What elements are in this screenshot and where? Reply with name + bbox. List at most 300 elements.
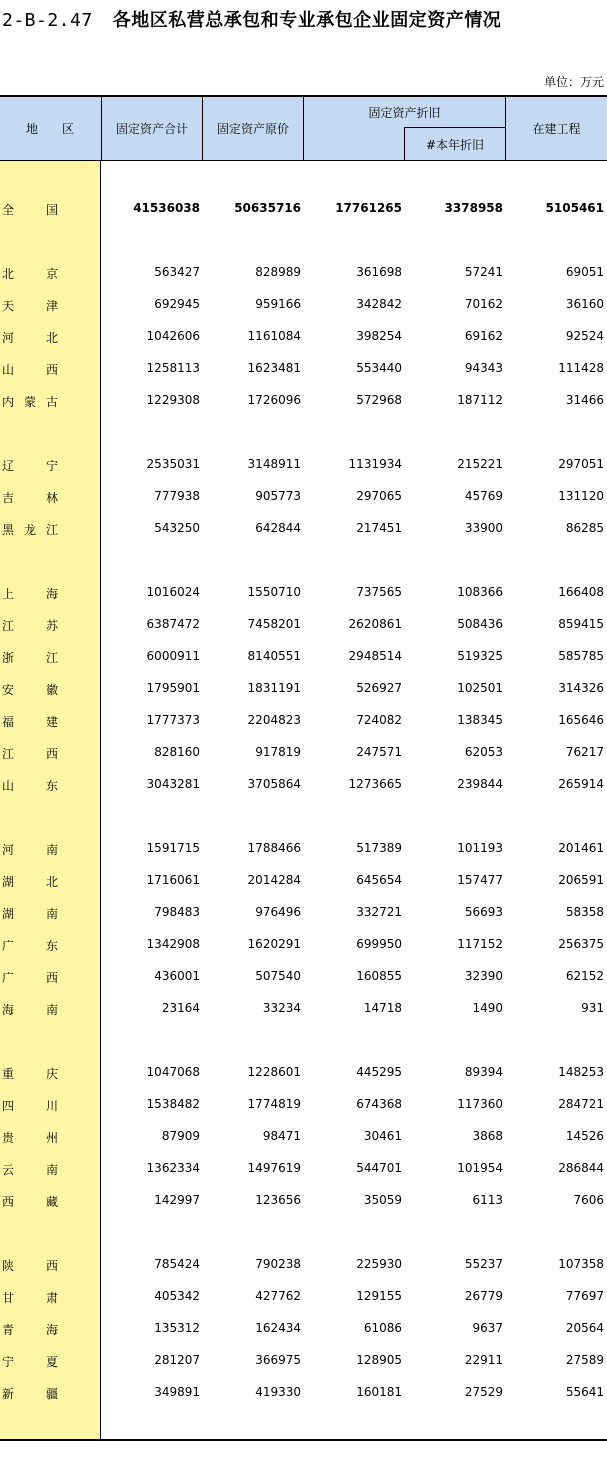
current-year-depreciation-cell: 117360: [457, 1097, 503, 1111]
original-value-cell: 123656: [255, 1193, 301, 1207]
original-value-cell: 1788466: [247, 841, 301, 855]
in-construction-cell: 27589: [565, 1353, 604, 1367]
original-value-cell: 1228601: [247, 1065, 301, 1079]
original-value-cell: 162434: [255, 1321, 301, 1335]
total-assets-cell: 1362334: [146, 1161, 200, 1175]
original-value-cell: 50635716: [234, 201, 301, 215]
region-name: [2, 649, 58, 666]
original-value-cell: 1620291: [247, 937, 301, 951]
current-year-depreciation-cell: 9637: [472, 1321, 503, 1335]
region-name-char: 江: [45, 523, 58, 537]
table-row: [0, 519, 607, 539]
table-row: [0, 647, 607, 667]
current-year-depreciation-cell: 69162: [464, 329, 503, 343]
original-value-cell: 1623481: [247, 361, 301, 375]
in-construction-cell: 58358: [565, 905, 604, 919]
in-construction-cell: 14526: [565, 1129, 604, 1143]
original-value-cell: 507540: [255, 969, 301, 983]
table-row: [0, 263, 607, 283]
current-year-depreciation-cell: 26779: [464, 1289, 503, 1303]
region-name-char: 山: [2, 363, 15, 377]
depreciation-cell: 572968: [356, 393, 402, 407]
in-construction-cell: 314326: [558, 681, 604, 695]
in-construction-cell: 92524: [565, 329, 604, 343]
region-name-char: 河: [2, 843, 15, 857]
region-name-char: 夏: [45, 1355, 58, 1369]
region-name: [2, 713, 58, 730]
region-name: [2, 489, 58, 506]
depreciation-cell: 217451: [356, 521, 402, 535]
table-row: [0, 1319, 607, 1339]
region-name-char: 贵: [2, 1131, 15, 1145]
current-year-depreciation-cell: 3378958: [444, 201, 503, 215]
region-name-char: 广: [2, 971, 15, 985]
current-year-depreciation-cell: 138345: [457, 713, 503, 727]
current-year-depreciation-cell: 3868: [472, 1129, 503, 1143]
depreciation-cell: 129155: [356, 1289, 402, 1303]
current-year-depreciation-cell: 27529: [464, 1385, 503, 1399]
table-row: [0, 679, 607, 699]
region-name-char: 湖: [2, 875, 15, 889]
depreciation-cell: 645654: [356, 873, 402, 887]
total-assets-cell: 1538482: [146, 1097, 200, 1111]
depreciation-cell: 128905: [356, 1353, 402, 1367]
region-name: [2, 905, 58, 922]
table-row: [0, 711, 607, 731]
table-row: [0, 295, 607, 315]
region-name-char: 上: [2, 587, 15, 601]
region-name-char: 新: [2, 1387, 15, 1401]
region-name: [2, 393, 58, 410]
depreciation-cell: 1131934: [348, 457, 402, 471]
region-name-char: 庆: [45, 1067, 58, 1081]
region-name-char: 藏: [45, 1195, 58, 1209]
region-name-char: 湖: [2, 907, 15, 921]
region-name-char: 东: [45, 939, 58, 953]
current-year-depreciation-cell: 187112: [457, 393, 503, 407]
region-name-char: 建: [45, 715, 58, 729]
region-name-char: 肃: [45, 1291, 58, 1305]
table-row: [0, 487, 607, 507]
region-name-char: 海: [45, 587, 58, 601]
current-year-depreciation-cell: 89394: [464, 1065, 503, 1079]
in-construction-cell: 111428: [558, 361, 604, 375]
depreciation-cell: 297065: [356, 489, 402, 503]
table-row: [0, 871, 607, 891]
header-in-construction: 在建工程: [532, 122, 581, 136]
region-name: [2, 681, 58, 698]
current-year-depreciation-cell: 70162: [464, 297, 503, 311]
depreciation-cell: 247571: [356, 745, 402, 759]
current-year-depreciation-cell: 45769: [464, 489, 503, 503]
table-title: 各地区私营总承包和专业承包企业固定资产情况: [112, 10, 502, 31]
depreciation-cell: 17761265: [335, 201, 402, 215]
total-assets-cell: 436001: [154, 969, 200, 983]
depreciation-cell: 160855: [356, 969, 402, 983]
header-depreciation: 固定资产折旧: [368, 105, 441, 120]
in-construction-cell: 265914: [558, 777, 604, 791]
original-value-cell: 976496: [255, 905, 301, 919]
total-assets-cell: 692945: [154, 297, 200, 311]
table-row: [0, 839, 607, 859]
total-assets-cell: 543250: [154, 521, 200, 535]
total-assets-cell: 349891: [154, 1385, 200, 1399]
region-name-char: 广: [2, 939, 15, 953]
in-construction-cell: 77697: [565, 1289, 604, 1303]
current-year-depreciation-cell: 6113: [472, 1193, 503, 1207]
table-row: [0, 455, 607, 475]
total-assets-cell: 563427: [154, 265, 200, 279]
total-assets-cell: 1016024: [146, 585, 200, 599]
total-assets-cell: 1229308: [146, 393, 200, 407]
region-name-char: 云: [2, 1163, 15, 1177]
table-row: [0, 1191, 607, 1211]
in-construction-cell: 931: [581, 1001, 604, 1015]
current-year-depreciation-cell: 101954: [457, 1161, 503, 1175]
region-name-char: 苏: [45, 619, 58, 633]
region-name: [2, 1257, 58, 1274]
region-name-char: 西: [45, 747, 58, 761]
region-name-char: 龙: [23, 523, 36, 537]
region-name: [2, 1065, 58, 1082]
table-row: [0, 903, 607, 923]
region-name: [2, 745, 58, 762]
region-name: [2, 969, 58, 986]
current-year-depreciation-cell: 1490: [472, 1001, 503, 1015]
in-construction-cell: 201461: [558, 841, 604, 855]
in-construction-cell: 297051: [558, 457, 604, 471]
total-assets-cell: 1342908: [146, 937, 200, 951]
original-value-cell: 959166: [255, 297, 301, 311]
depreciation-cell: 699950: [356, 937, 402, 951]
total-assets-cell: 1591715: [146, 841, 200, 855]
original-value-cell: 427762: [255, 1289, 301, 1303]
region-name-char: 蒙: [23, 395, 36, 409]
depreciation-cell: 225930: [356, 1257, 402, 1271]
original-value-cell: 1726096: [247, 393, 301, 407]
total-assets-cell: 1795901: [146, 681, 200, 695]
total-assets-cell: 798483: [154, 905, 200, 919]
region-name-char: 津: [45, 299, 58, 313]
total-assets-cell: 785424: [154, 1257, 200, 1271]
current-year-depreciation-cell: 101193: [457, 841, 503, 855]
region-name: [2, 585, 58, 602]
in-construction-cell: 859415: [558, 617, 604, 631]
total-assets-cell: 1777373: [146, 713, 200, 727]
table-row: [0, 391, 607, 411]
depreciation-cell: 361698: [356, 265, 402, 279]
region-name: [2, 521, 58, 538]
in-construction-cell: 69051: [565, 265, 604, 279]
table-row: [0, 1127, 607, 1147]
table-row: [0, 199, 607, 219]
original-value-cell: 790238: [255, 1257, 301, 1271]
depreciation-cell: 332721: [356, 905, 402, 919]
region-name-char: 甘: [2, 1291, 15, 1305]
table-row: [0, 359, 607, 379]
region-name-char: 西: [45, 363, 58, 377]
total-assets-cell: 777938: [154, 489, 200, 503]
region-name-char: 南: [45, 843, 58, 857]
region-name-char: 疆: [45, 1387, 58, 1401]
region-name-char: 州: [45, 1131, 58, 1145]
region-name-char: 安: [2, 683, 15, 697]
header-divider: [404, 127, 405, 160]
region-name: [2, 1161, 58, 1178]
current-year-depreciation-cell: 519325: [457, 649, 503, 663]
region-name-char: 东: [45, 779, 58, 793]
region-name: [2, 1129, 58, 1146]
total-assets-cell: 142997: [154, 1193, 200, 1207]
region-name-char: 黑: [2, 523, 15, 537]
region-name-char: 青: [2, 1323, 15, 1337]
original-value-cell: 1831191: [247, 681, 301, 695]
total-assets-cell: 2535031: [146, 457, 200, 471]
region-name-char: 天: [2, 299, 15, 313]
region-name-char: 国: [45, 203, 58, 217]
region-name: [2, 329, 58, 346]
current-year-depreciation-cell: 57241: [464, 265, 503, 279]
header-current-year-depreciation: #本年折旧: [425, 137, 485, 152]
current-year-depreciation-cell: 215221: [457, 457, 503, 471]
total-assets-cell: 405342: [154, 1289, 200, 1303]
region-name: [2, 617, 58, 634]
current-year-depreciation-cell: 102501: [457, 681, 503, 695]
total-assets-cell: 23164: [161, 1001, 200, 1015]
total-assets-cell: 1047068: [146, 1065, 200, 1079]
original-value-cell: 8140551: [247, 649, 301, 663]
region-name: [2, 1097, 58, 1114]
region-name-char: 川: [45, 1099, 58, 1113]
original-value-cell: 419330: [255, 1385, 301, 1399]
region-name: [2, 1001, 58, 1018]
region-name-char: 北: [2, 267, 15, 281]
original-value-cell: 917819: [255, 745, 301, 759]
original-value-cell: 3705864: [247, 777, 301, 791]
depreciation-cell: 35059: [363, 1193, 402, 1207]
region-name-char: 林: [45, 491, 58, 505]
region-name: [2, 1353, 58, 1370]
table-row: [0, 935, 607, 955]
region-name-char: 内: [2, 395, 15, 409]
original-value-cell: 642844: [255, 521, 301, 535]
table-row: [0, 743, 607, 763]
depreciation-cell: 674368: [356, 1097, 402, 1111]
table-row: [0, 967, 607, 987]
total-assets-cell: 6387472: [146, 617, 200, 631]
in-construction-cell: 62152: [565, 969, 604, 983]
region-name: [2, 1193, 58, 1210]
total-assets-cell: 6000911: [146, 649, 200, 663]
header-region: 地 区: [25, 122, 74, 136]
region-name-char: 北: [45, 875, 58, 889]
current-year-depreciation-cell: 94343: [464, 361, 503, 375]
depreciation-cell: 160181: [356, 1385, 402, 1399]
table-row: [0, 1351, 607, 1371]
region-name-char: 重: [2, 1067, 15, 1081]
original-value-cell: 33234: [262, 1001, 301, 1015]
current-year-depreciation-cell: 62053: [464, 745, 503, 759]
in-construction-cell: 7606: [573, 1193, 604, 1207]
region-name-char: 古: [45, 395, 58, 409]
region-name-char: 宁: [45, 459, 58, 473]
header-original-value: 固定资产原价: [216, 122, 289, 136]
region-name-char: 西: [45, 971, 58, 985]
in-construction-cell: 585785: [558, 649, 604, 663]
region-name-char: 南: [45, 1163, 58, 1177]
table-row: [0, 1095, 607, 1115]
depreciation-cell: 2620861: [348, 617, 402, 631]
current-year-depreciation-cell: 508436: [457, 617, 503, 631]
table-row: [0, 1287, 607, 1307]
region-name: [2, 841, 58, 858]
header-sub-rule: [405, 127, 505, 128]
depreciation-cell: 61086: [363, 1321, 402, 1335]
in-construction-cell: 256375: [558, 937, 604, 951]
region-name-char: 山: [2, 779, 15, 793]
bottom-rule: [0, 1439, 607, 1441]
region-name-char: 辽: [2, 459, 15, 473]
table-row: [0, 615, 607, 635]
in-construction-cell: 76217: [565, 745, 604, 759]
region-name: [2, 297, 58, 314]
original-value-cell: 1550710: [247, 585, 301, 599]
region-name-char: 南: [45, 907, 58, 921]
region-name: [2, 201, 58, 218]
in-construction-cell: 131120: [558, 489, 604, 503]
in-construction-cell: 31466: [565, 393, 604, 407]
in-construction-cell: 86285: [565, 521, 604, 535]
current-year-depreciation-cell: 33900: [464, 521, 503, 535]
table-row: [0, 1383, 607, 1403]
depreciation-cell: 2948514: [348, 649, 402, 663]
region-name-char: 京: [45, 267, 58, 281]
region-name-char: 四: [2, 1099, 15, 1113]
region-name-char: 西: [2, 1195, 15, 1209]
table-row: [0, 775, 607, 795]
original-value-cell: 7458201: [247, 617, 301, 631]
region-name: [2, 1321, 58, 1338]
region-name-char: 陕: [2, 1259, 15, 1273]
current-year-depreciation-cell: 22911: [464, 1353, 503, 1367]
in-construction-cell: 286844: [558, 1161, 604, 1175]
current-year-depreciation-cell: 32390: [464, 969, 503, 983]
header-divider: [101, 97, 102, 160]
in-construction-cell: 284721: [558, 1097, 604, 1111]
region-name-char: 江: [2, 747, 15, 761]
depreciation-cell: 526927: [356, 681, 402, 695]
total-assets-cell: 3043281: [146, 777, 200, 791]
in-construction-cell: 36160: [565, 297, 604, 311]
total-assets-cell: 87909: [161, 1129, 200, 1143]
current-year-depreciation-cell: 157477: [457, 873, 503, 887]
table-row: [0, 327, 607, 347]
original-value-cell: 98471: [262, 1129, 301, 1143]
depreciation-cell: 30461: [363, 1129, 402, 1143]
region-name-char: 福: [2, 715, 15, 729]
total-assets-cell: 135312: [154, 1321, 200, 1335]
region-name-char: 江: [2, 619, 15, 633]
total-assets-cell: 1258113: [146, 361, 200, 375]
depreciation-cell: 553440: [356, 361, 402, 375]
original-value-cell: 3148911: [247, 457, 301, 471]
table-row: [0, 1063, 607, 1083]
header-divider: [303, 97, 304, 160]
in-construction-cell: 206591: [558, 873, 604, 887]
in-construction-cell: 5105461: [545, 201, 604, 215]
original-value-cell: 905773: [255, 489, 301, 503]
total-assets-cell: 1716061: [146, 873, 200, 887]
table-number: 2-B-2.47: [2, 10, 93, 31]
in-construction-cell: 55641: [565, 1385, 604, 1399]
original-value-cell: 366975: [255, 1353, 301, 1367]
depreciation-cell: 342842: [356, 297, 402, 311]
region-name-char: 全: [2, 203, 15, 217]
current-year-depreciation-cell: 55237: [464, 1257, 503, 1271]
original-value-cell: 1497619: [247, 1161, 301, 1175]
header-divider: [202, 97, 203, 160]
table-row: [0, 1255, 607, 1275]
region-name: [2, 1385, 58, 1402]
region-name: [2, 361, 58, 378]
region-name-char: 海: [2, 1003, 15, 1017]
header-total-assets: 固定资产合计: [115, 122, 188, 136]
region-name-char: 河: [2, 331, 15, 345]
region-name-char: 江: [45, 651, 58, 665]
region-name: [2, 777, 58, 794]
region-name-char: 北: [45, 331, 58, 345]
total-assets-cell: 41536038: [133, 201, 200, 215]
region-name-char: 浙: [2, 651, 15, 665]
current-year-depreciation-cell: 108366: [457, 585, 503, 599]
region-column: [0, 161, 101, 1439]
in-construction-cell: 107358: [558, 1257, 604, 1271]
original-value-cell: 828989: [255, 265, 301, 279]
region-name: [2, 873, 58, 890]
original-value-cell: 2204823: [247, 713, 301, 727]
in-construction-cell: 166408: [558, 585, 604, 599]
current-year-depreciation-cell: 117152: [457, 937, 503, 951]
original-value-cell: 1774819: [247, 1097, 301, 1111]
original-value-cell: 1161084: [247, 329, 301, 343]
table-row: [0, 583, 607, 603]
original-value-cell: 2014284: [247, 873, 301, 887]
region-name-char: 徽: [45, 683, 58, 697]
in-construction-cell: 148253: [558, 1065, 604, 1079]
region-name-char: 吉: [2, 491, 15, 505]
current-year-depreciation-cell: 239844: [457, 777, 503, 791]
region-name: [2, 937, 58, 954]
depreciation-cell: 517389: [356, 841, 402, 855]
region-name-char: 海: [45, 1323, 58, 1337]
total-assets-cell: 281207: [154, 1353, 200, 1367]
table-row: [0, 1159, 607, 1179]
depreciation-cell: 737565: [356, 585, 402, 599]
header-divider: [505, 97, 506, 160]
unit-label: 单位：万元: [543, 75, 604, 89]
region-name: [2, 1289, 58, 1306]
current-year-depreciation-cell: 56693: [464, 905, 503, 919]
page-title: [2, 6, 501, 32]
in-construction-cell: 165646: [558, 713, 604, 727]
depreciation-cell: 724082: [356, 713, 402, 727]
table-row: [0, 999, 607, 1019]
region-name-char: 南: [45, 1003, 58, 1017]
depreciation-cell: 1273665: [348, 777, 402, 791]
depreciation-cell: 544701: [356, 1161, 402, 1175]
depreciation-cell: 398254: [356, 329, 402, 343]
depreciation-cell: 14718: [363, 1001, 402, 1015]
